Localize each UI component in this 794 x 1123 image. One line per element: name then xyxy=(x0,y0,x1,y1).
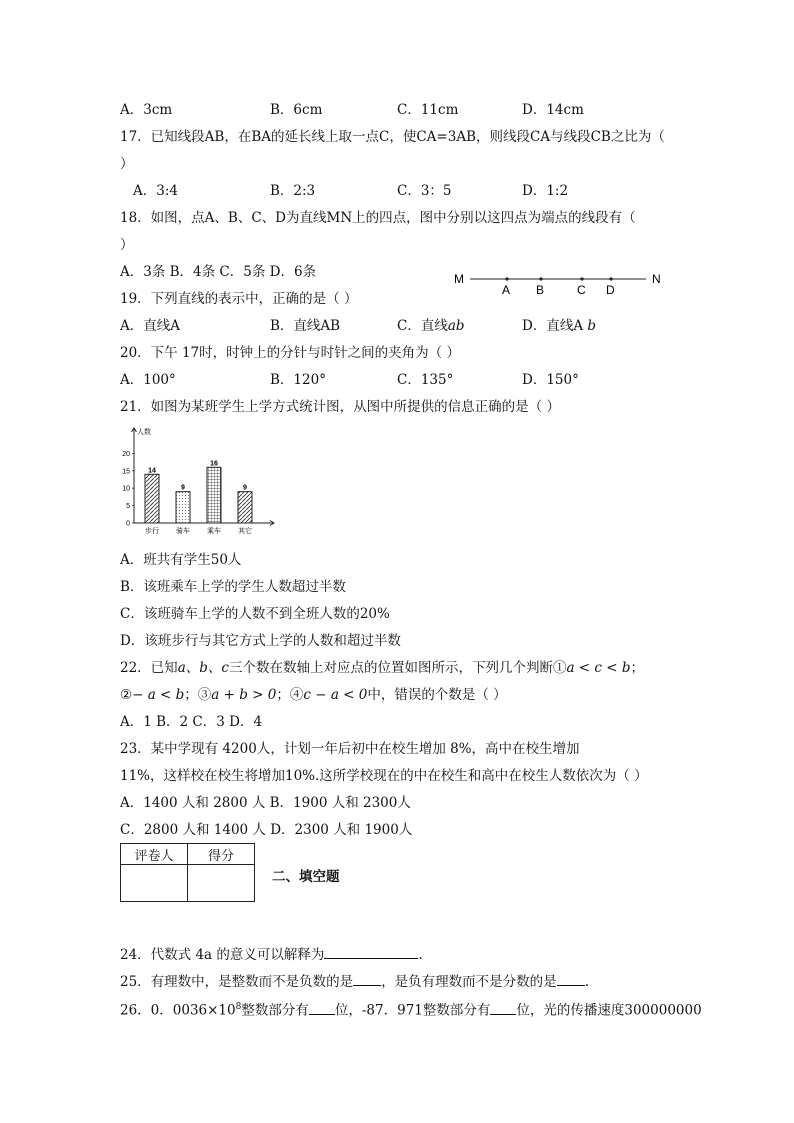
q16-option-a: A．3cm xyxy=(120,102,173,118)
x-tick-label: 骑车 xyxy=(176,528,190,535)
q26: 26．0．$0036\times 10^8$整数部分有 位，-87．971整数部分有 位，光的传播速度300000000 xyxy=(120,998,702,1020)
q19-option-c: C．直线ab xyxy=(397,318,465,334)
q16-option-d: D．14cm xyxy=(522,102,584,118)
q24: 24．代数式 4a 的意义可以解释为 . xyxy=(120,944,423,964)
q21-option-c: C．该班骑车上学的人数不到全班人数的20% xyxy=(120,606,390,622)
label-a: A xyxy=(502,283,511,297)
q17-option-a: A．3:4 xyxy=(133,183,178,199)
q21-option-b: B．该班乘车上学的学生人数超过半数 xyxy=(120,579,346,595)
q19-stem: 19．下列直线的表示中，正确的是（ ） xyxy=(120,291,358,307)
q22-line1: 22．已知a、b、c三个数在数轴上对应点的位置如图所示，下列几个判断①a < c < b； xyxy=(120,660,644,676)
y-tick-label: 15 xyxy=(122,468,130,476)
q17-option-c: C．3：5 xyxy=(397,183,452,199)
q22-line2: ②− a < b；③a + b > 0；④c − a < 0中，错误的个数是（ ） xyxy=(120,687,507,703)
bar-1 xyxy=(145,474,159,523)
label-m: M xyxy=(454,272,464,286)
q23-options-row1: A．1400 人和 2800 人 B．1900 人和 2300人 xyxy=(120,795,411,811)
y-tick-label: 5 xyxy=(126,503,130,511)
point-c xyxy=(580,277,583,280)
y-tick-label: 0 xyxy=(126,520,130,528)
q18-options: A．3条 B．4条 C．5条 D．6条 xyxy=(120,264,317,280)
q24-blank[interactable] xyxy=(324,944,418,959)
q21-stem: 21．如图为某班学生上学方式统计图，从图中所提供的信息正确的是（ ） xyxy=(120,399,560,415)
x-tick-label: 乘车 xyxy=(207,528,221,535)
x-tick-label: 其它 xyxy=(238,528,252,535)
point-a xyxy=(505,277,508,280)
bar-4 xyxy=(238,492,252,523)
q20-option-b: B．120° xyxy=(270,372,326,388)
q20-option-d: D．150° xyxy=(522,372,579,388)
bar-chart xyxy=(118,422,280,542)
point-d xyxy=(609,277,612,280)
q17-stem-cont: ） xyxy=(120,156,134,172)
bar-data-label: 9 xyxy=(243,484,247,492)
q20-stem: 20．下午 17时，时钟上的分针与时针之间的夹角为（ ） xyxy=(120,345,460,361)
q16-option-c: C．11cm xyxy=(397,102,459,118)
q23-options-row2: C．2800 人和 1400 人 D．2300 人和 1900人 xyxy=(120,822,413,838)
y-tick-label: 10 xyxy=(122,485,130,493)
score-table xyxy=(120,843,255,902)
q26-blank-1[interactable] xyxy=(309,1000,335,1015)
label-b: B xyxy=(536,283,545,297)
q19-option-d: D．直线A b xyxy=(522,318,597,334)
q17-option-b: B．2:3 xyxy=(270,183,316,199)
q20-option-a: A．100° xyxy=(120,372,176,388)
y-tick-label: 20 xyxy=(122,450,130,458)
q21-option-d: D．该班步行与其它方式上学的人数和超过半数 xyxy=(120,633,401,649)
q17-option-d: D．1:2 xyxy=(522,183,569,199)
label-c: C xyxy=(577,283,586,297)
score-table-header-grader: 评卷人 xyxy=(121,844,188,865)
q19-option-a: A．直线A xyxy=(120,318,180,334)
q18-stem-cont: ） xyxy=(120,237,134,253)
q21-option-a: A．班共有学生50人 xyxy=(120,552,242,568)
x-tick-label: 步行 xyxy=(145,528,159,535)
q16-option-b: B．6cm xyxy=(270,102,323,118)
q22-options: A．1 B．2 C．3 D．4 xyxy=(120,714,263,730)
q25: 25．有理数中，是整数而不是负数的是 ，是负有理数而不是分数的是 . xyxy=(120,971,589,991)
q17-stem: 17．已知线段AB，在BA的延长线上取一点C，使CA=3AB，则线段CA与线段CB之比为（ xyxy=(120,129,665,145)
point-b xyxy=(539,277,542,280)
q23-line1: 23．某中学现有 4200人，计划一年后初中在校生增加 8%，高中在校生增加 xyxy=(120,741,580,757)
bar-data-label: 16 xyxy=(210,460,218,468)
section-title: 二、填空题 xyxy=(272,869,340,885)
q25-blank-2[interactable] xyxy=(557,971,585,986)
q20-option-c: C．135° xyxy=(397,372,454,388)
y-axis-label: 人数 xyxy=(137,429,151,436)
score-table-grader-cell[interactable] xyxy=(121,865,188,902)
q23-line2: 11%，这样校在校生将增加10%.这所学校现在的中在校生和高中在校生人数依次为（ ） xyxy=(120,768,648,784)
q18-stem: 18．如图，点A、B、C、D为直线MN上的四点，图中分别以这四点为端点的线段有（ xyxy=(120,210,636,226)
score-table-score-cell[interactable] xyxy=(188,865,255,902)
label-n: N xyxy=(652,272,661,286)
q25-blank-1[interactable] xyxy=(353,971,381,986)
label-d: D xyxy=(606,283,615,297)
q26-blank-2[interactable] xyxy=(490,1000,516,1015)
bar-data-label: 9 xyxy=(181,484,185,492)
bar-3 xyxy=(207,467,221,523)
line-mn-figure xyxy=(448,268,668,298)
q19-option-b: B．直线AB xyxy=(270,318,341,334)
bar-2 xyxy=(176,492,190,523)
bar-data-label: 14 xyxy=(148,467,156,475)
score-table-header-score: 得分 xyxy=(188,844,255,865)
